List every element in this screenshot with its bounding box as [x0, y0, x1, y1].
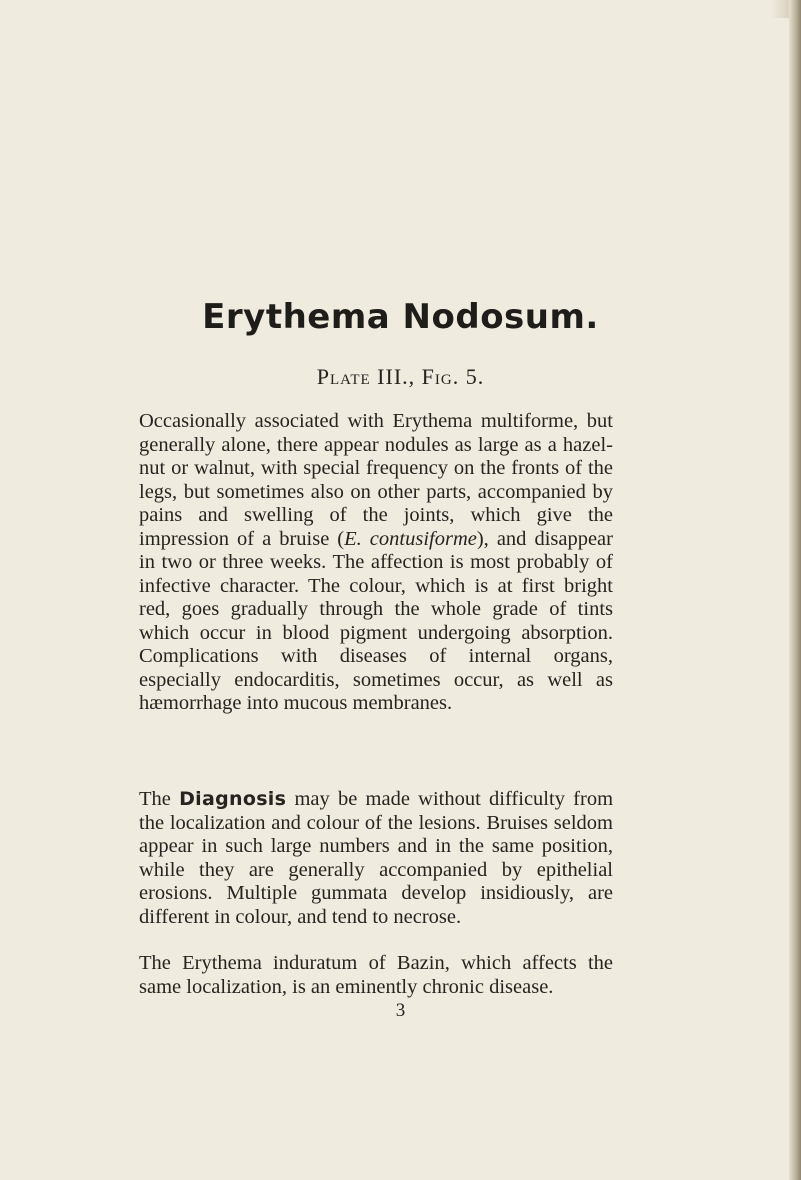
paragraph-description-text-2: ), and disappear in two or three weeks. The affection is most probably of infective character. The colour, which is at first bright red, goes gradually through the whole grade of tints which occur in blood pigment undergoing absorption. Complications with diseases of internal organs, especially endocarditis, sometimes occur, as well as hæmorrhage into mucous membranes.: [139, 527, 613, 714]
diagnosis-lead: The: [139, 788, 171, 810]
paragraph-description: [139, 410, 613, 716]
diagnosis-text: may be made without difficulty from the localization and colour of the lesions. Bruises seldom appear in such large numbers and in the same position, while they are generally accompanied by epithelial erosions. Multiple gummata develop insidiously, are different in colour, and tend to necrose.: [139, 788, 614, 928]
italic-term-contusiforme: E. contusiforme: [344, 527, 477, 550]
paragraph-erythema-induratum: The Erythema induratum of Bazin, which affects the same localization, is an eminently chronic disease.: [139, 952, 613, 998]
paragraph-description-text-1: Occasionally associated with Erythema multiforme, but generally alone, there appear nodules as large as a hazel-nut or walnut, with special frequency on the fronts of the legs, but sometimes also on other parts, accompanied by pains and swelling of the joints, which give the impression of a bruise (: [139, 410, 613, 550]
plate-reference: Plate III., Fig. 5.: [316, 364, 485, 389]
page-number: 3: [395, 1000, 406, 1021]
page-corner-shade: [771, 0, 789, 18]
page-title: Erythema Nodosum.: [202, 297, 599, 337]
paragraph-diagnosis: [139, 788, 613, 929]
diagnosis-heading-term: Diagnosis: [179, 788, 287, 810]
